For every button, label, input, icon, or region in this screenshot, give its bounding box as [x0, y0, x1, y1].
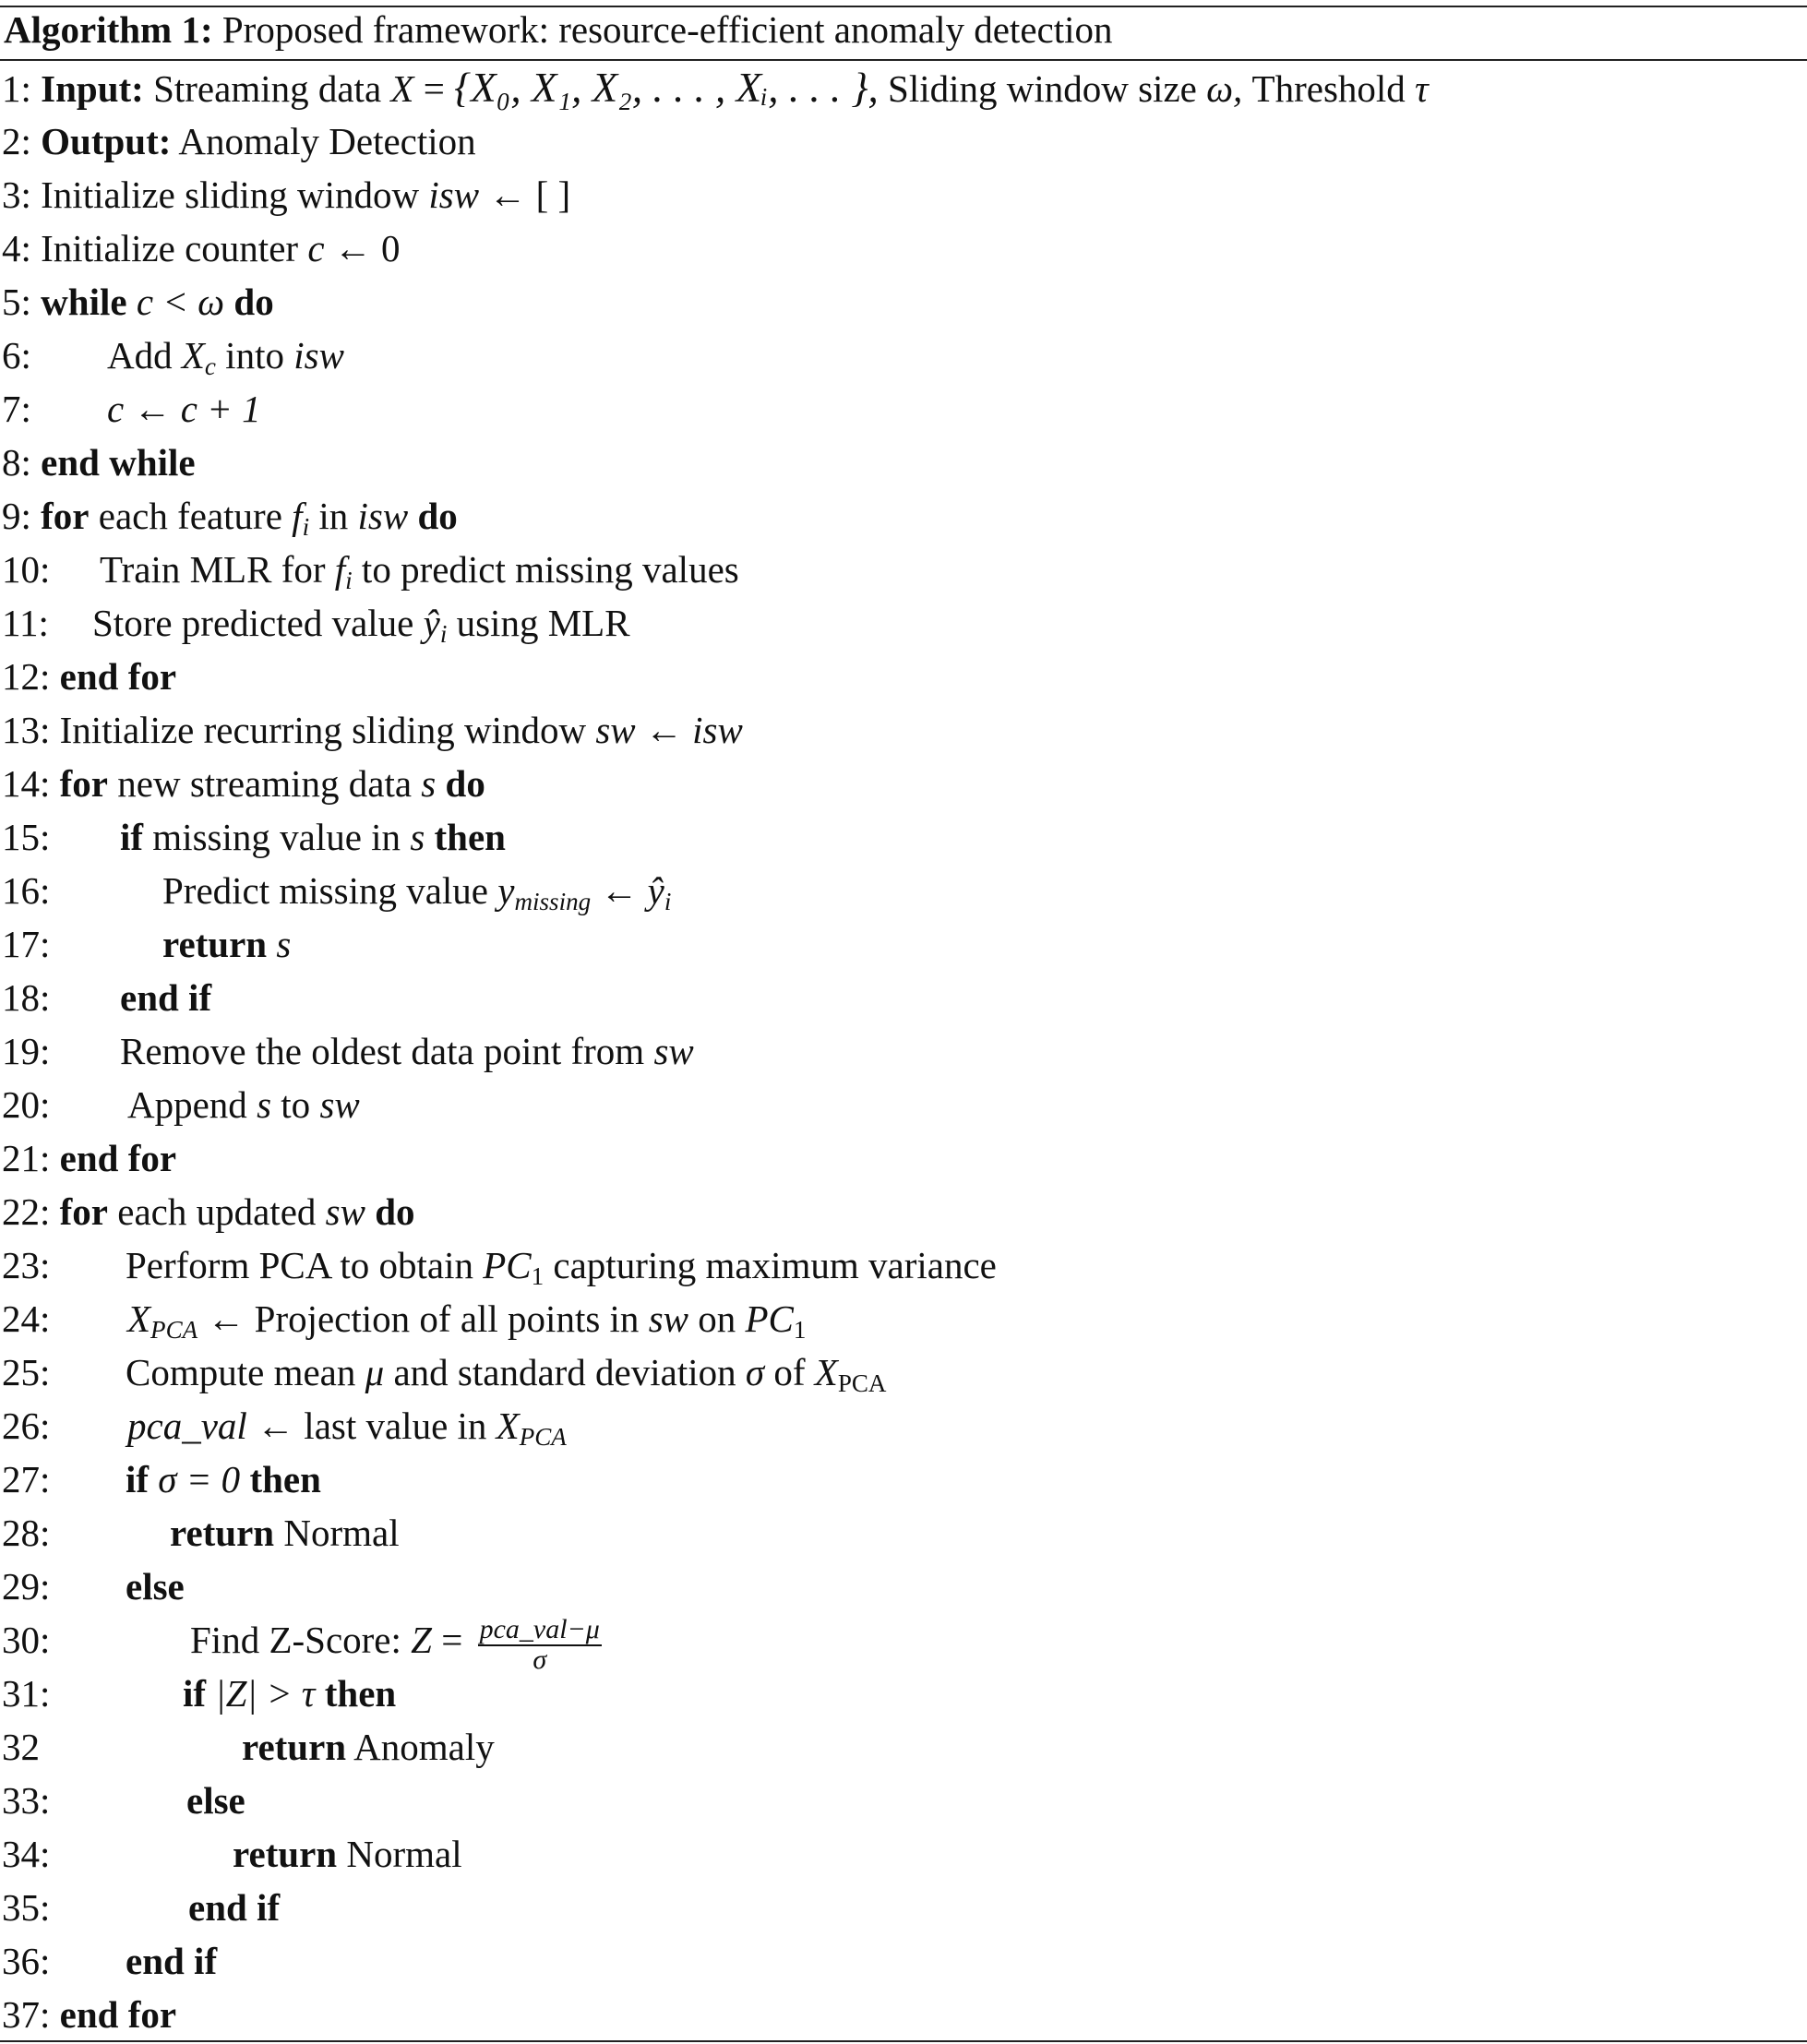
- math-op: =: [441, 1619, 463, 1661]
- line-body: [127, 1399, 567, 1452]
- keyword-then: then: [249, 1458, 321, 1500]
- keyword-then: then: [434, 816, 506, 858]
- line-body: [100, 543, 739, 596]
- line-text: Append: [127, 1083, 247, 1126]
- math-op: ← [ ]: [488, 173, 571, 216]
- line-text: of: [773, 1351, 806, 1393]
- math-var: σ: [745, 1351, 765, 1393]
- line-32: [2, 1720, 495, 1774]
- line-body: [242, 1720, 495, 1774]
- fraction-numerator: pca_val−μ: [479, 1613, 600, 1644]
- math-sub: missing: [514, 887, 592, 915]
- math-var: isw: [428, 173, 480, 216]
- line-23: [2, 1238, 997, 1292]
- line-number: 22:: [2, 1190, 51, 1233]
- math-var: sw: [595, 709, 636, 751]
- math-var: isw: [293, 334, 344, 377]
- keyword-for: for: [41, 495, 90, 537]
- math-var: X: [496, 1405, 520, 1447]
- line-number: 13:: [2, 709, 51, 751]
- line-number: 17:: [2, 923, 51, 965]
- math-var: s: [410, 816, 425, 858]
- line-number: 25:: [2, 1351, 51, 1393]
- math-var: sw: [653, 1030, 694, 1072]
- line-body: [127, 1292, 806, 1345]
- line-8: [2, 436, 196, 489]
- keyword-input: Input:: [41, 67, 144, 110]
- line-body: [120, 810, 506, 864]
- line-text: Store predicted value: [92, 602, 414, 644]
- line-body: [92, 596, 630, 650]
- line-body: [183, 1667, 396, 1720]
- keyword-end-if: end if: [120, 976, 212, 1019]
- line-31: [2, 1667, 397, 1720]
- math-var: X: [814, 1351, 838, 1393]
- line-number: 27:: [2, 1458, 51, 1500]
- line-body: [107, 329, 344, 382]
- line-9: [2, 489, 458, 543]
- line-text: Normal: [283, 1512, 400, 1554]
- line-number: 26:: [2, 1405, 51, 1447]
- keyword-return: return: [233, 1833, 338, 1875]
- line-24: [2, 1292, 807, 1345]
- line-text: ← last value in: [257, 1405, 487, 1447]
- line-15: [2, 810, 506, 864]
- line-text: to: [281, 1083, 311, 1126]
- line-11: [2, 596, 630, 650]
- math-sub: 1: [793, 1315, 807, 1344]
- algorithm-label: Algorithm 1:: [4, 8, 213, 51]
- line-number: 15:: [2, 816, 51, 858]
- line-number: 36:: [2, 1940, 51, 1982]
- line-number: 37:: [2, 1993, 51, 2036]
- line-number: 24:: [2, 1297, 51, 1340]
- math-var: PC: [483, 1244, 532, 1286]
- z-score-fraction: [478, 1615, 602, 1674]
- line-number: 2:: [2, 120, 31, 162]
- math-sub: 1: [531, 1261, 544, 1290]
- line-text: Train MLR for: [100, 548, 326, 591]
- keyword-return: return: [162, 923, 268, 965]
- math-var: μ: [365, 1351, 385, 1393]
- line-number: 7:: [2, 388, 31, 430]
- line-37: [2, 1988, 176, 2041]
- math-sub: i: [302, 512, 310, 541]
- line-number: 20:: [2, 1083, 51, 1126]
- line-body: [126, 1345, 886, 1399]
- math-expr: c < ω: [136, 281, 225, 323]
- line-text: Normal: [346, 1833, 462, 1875]
- line-number: 3:: [2, 173, 31, 216]
- line-number: 14:: [2, 762, 51, 805]
- math-var: s: [421, 762, 437, 805]
- line-text: ← Projection of all points in: [207, 1297, 640, 1340]
- line-number: 31:: [2, 1672, 51, 1715]
- line-text: to predict missing values: [361, 548, 739, 591]
- math-var: f: [334, 548, 346, 591]
- math-var: sw: [319, 1083, 360, 1126]
- line-2: [2, 114, 476, 168]
- line-number: 16:: [2, 869, 51, 912]
- keyword-then: then: [324, 1672, 397, 1715]
- line-10: [2, 543, 739, 596]
- line-number: 35:: [2, 1886, 51, 1929]
- algorithm-title: [4, 4, 1113, 55]
- line-number: 12:: [2, 655, 51, 698]
- line-body: [162, 864, 671, 917]
- line-33: [2, 1774, 245, 1827]
- line-body: [188, 1881, 280, 1934]
- math-var: f: [292, 495, 303, 537]
- line-text: Remove the oldest data point from: [120, 1030, 645, 1072]
- keyword-output: Output:: [41, 120, 172, 162]
- math-var: PC: [745, 1297, 794, 1340]
- line-body: [126, 1452, 321, 1506]
- keyword-if: if: [120, 816, 144, 858]
- line-text: Find Z-Score:: [190, 1619, 401, 1661]
- line-text: Predict missing value: [162, 869, 489, 912]
- line-body: [170, 1506, 400, 1560]
- line-35: [2, 1881, 281, 1934]
- keyword-return: return: [170, 1512, 275, 1554]
- line-number: 28:: [2, 1512, 51, 1554]
- math-var: ω,: [1206, 67, 1243, 110]
- math-sub: c: [204, 352, 216, 380]
- algorithm-caption: Proposed framework: resource-efficient anomaly detection: [221, 8, 1113, 51]
- math-var: c: [307, 227, 325, 269]
- math-expr: σ = 0: [158, 1458, 241, 1500]
- line-number: 30:: [2, 1619, 51, 1661]
- line-text: each updated: [117, 1190, 317, 1233]
- line-text: on: [698, 1297, 736, 1340]
- line-29: [2, 1560, 185, 1613]
- line-number: 1:: [2, 67, 31, 110]
- line-25: [2, 1345, 887, 1399]
- math-var: Z: [411, 1619, 432, 1661]
- line-text: in: [318, 495, 349, 537]
- keyword-end-while: end while: [41, 441, 196, 484]
- keyword-if: if: [183, 1672, 207, 1715]
- line-text: Sliding window size: [888, 67, 1197, 110]
- keyword-while: while: [41, 281, 127, 323]
- math-sub: PCA: [519, 1422, 567, 1451]
- line-number: 6:: [2, 334, 31, 377]
- line-text: Perform PCA to obtain: [126, 1244, 473, 1286]
- line-text: each feature: [98, 495, 282, 537]
- line-text: using MLR: [456, 602, 630, 644]
- line-6: [2, 329, 344, 382]
- line-number: 9:: [2, 495, 31, 537]
- line-16: [2, 864, 672, 917]
- line-36: [2, 1934, 218, 1988]
- line-text: Threshold: [1251, 67, 1406, 110]
- keyword-end-if: end if: [188, 1886, 281, 1929]
- line-body: [190, 1613, 602, 1674]
- line-text: and standard deviation: [393, 1351, 736, 1393]
- math-op: =: [423, 67, 445, 110]
- line-body: [120, 1024, 694, 1078]
- line-19: [2, 1024, 694, 1078]
- math-sub: i: [664, 887, 672, 915]
- keyword-if: if: [126, 1458, 150, 1500]
- line-7: [2, 382, 261, 436]
- line-text: Initialize sliding window: [41, 173, 420, 216]
- line-30: [2, 1613, 600, 1675]
- math-var: ŷ: [647, 869, 664, 912]
- line-text: Compute mean: [126, 1351, 356, 1393]
- math-sub: PCA: [837, 1369, 887, 1397]
- line-body: [107, 382, 261, 436]
- line-number: 34:: [2, 1833, 51, 1875]
- line-text: Add: [107, 334, 173, 377]
- line-number: 10:: [2, 548, 51, 591]
- keyword-end-for: end for: [59, 1993, 177, 2036]
- math-var: pca_val: [127, 1405, 247, 1447]
- line-body: [127, 1078, 360, 1131]
- math-var: X: [390, 67, 414, 110]
- math-var: s: [276, 923, 292, 965]
- line-1: [2, 61, 1429, 114]
- keyword-else: else: [126, 1565, 185, 1608]
- line-number: 4:: [2, 227, 31, 269]
- math-var: ŷ: [423, 602, 440, 644]
- line-3: [2, 168, 570, 221]
- line-28: [2, 1506, 400, 1560]
- line-number: 19:: [2, 1030, 51, 1072]
- line-number: 23:: [2, 1244, 51, 1286]
- line-body: [120, 971, 211, 1024]
- line-21: [2, 1131, 176, 1185]
- line-text: Initialize recurring sliding window: [59, 709, 587, 751]
- keyword-for: for: [59, 1190, 109, 1233]
- line-5: [2, 275, 274, 329]
- line-body: [126, 1934, 217, 1988]
- keyword-do: do: [417, 495, 458, 537]
- line-number: 32: [2, 1726, 40, 1768]
- fraction-denominator: σ: [533, 1644, 547, 1675]
- keyword-end-for: end for: [59, 1137, 177, 1179]
- keyword-for: for: [59, 762, 109, 805]
- math-sub: i: [345, 566, 353, 594]
- math-sub: i: [439, 619, 448, 648]
- line-34: [2, 1827, 462, 1881]
- line-text: into: [225, 334, 284, 377]
- line-text: Anomaly Detection: [178, 120, 476, 162]
- bottom-rule: [0, 2040, 1807, 2042]
- line-body: [186, 1774, 245, 1827]
- keyword-end-if: end if: [126, 1940, 218, 1982]
- math-op: ←: [644, 709, 683, 751]
- line-body: [233, 1827, 462, 1881]
- line-body: [162, 917, 291, 971]
- math-sub: PCA: [150, 1315, 198, 1344]
- keyword-else: else: [186, 1779, 245, 1822]
- line-text: Initialize counter: [41, 227, 299, 269]
- line-text: missing value in: [152, 816, 401, 858]
- math-var: isw: [692, 709, 743, 751]
- line-text: new streaming data: [117, 762, 413, 805]
- keyword-return: return: [242, 1726, 347, 1768]
- line-number: 29:: [2, 1565, 51, 1608]
- line-26: [2, 1399, 567, 1452]
- math-var: s: [257, 1083, 272, 1126]
- line-4: [2, 221, 401, 275]
- math-var: sw: [325, 1190, 365, 1233]
- line-text: capturing maximum variance: [553, 1244, 997, 1286]
- math-expr: c ← c + 1: [107, 388, 261, 430]
- math-var: X: [181, 334, 205, 377]
- line-body: [126, 1560, 185, 1613]
- line-body: [126, 1238, 997, 1292]
- keyword-do: do: [445, 762, 485, 805]
- math-expr: |Z| > τ: [215, 1672, 316, 1715]
- math-var: X: [127, 1297, 151, 1340]
- line-number: 33:: [2, 1779, 51, 1822]
- line-20: [2, 1078, 360, 1131]
- line-number: 11:: [2, 602, 49, 644]
- line-12: [2, 650, 176, 703]
- line-14: [2, 757, 485, 810]
- line-13: [2, 703, 743, 757]
- line-text: Streaming data: [153, 67, 382, 110]
- line-22: [2, 1185, 415, 1238]
- keyword-do: do: [375, 1190, 415, 1233]
- math-var: isw: [357, 495, 409, 537]
- line-number: 8:: [2, 441, 31, 484]
- line-number: 5:: [2, 281, 31, 323]
- keyword-end-for: end for: [59, 655, 177, 698]
- math-op: ← 0: [333, 227, 401, 269]
- line-number: 18:: [2, 976, 51, 1019]
- line-17: [2, 917, 292, 971]
- math-op: ←: [600, 869, 639, 912]
- math-set: {X₀, X₁, X₂, . . . , Xᵢ, . . . },: [454, 65, 879, 111]
- line-number: 21:: [2, 1137, 51, 1179]
- math-var: sw: [648, 1297, 688, 1340]
- keyword-do: do: [233, 281, 274, 323]
- math-var: y: [497, 869, 515, 912]
- math-var: τ: [1415, 67, 1429, 110]
- line-18: [2, 971, 212, 1024]
- line-text: Anomaly: [353, 1726, 495, 1768]
- line-27: [2, 1452, 321, 1506]
